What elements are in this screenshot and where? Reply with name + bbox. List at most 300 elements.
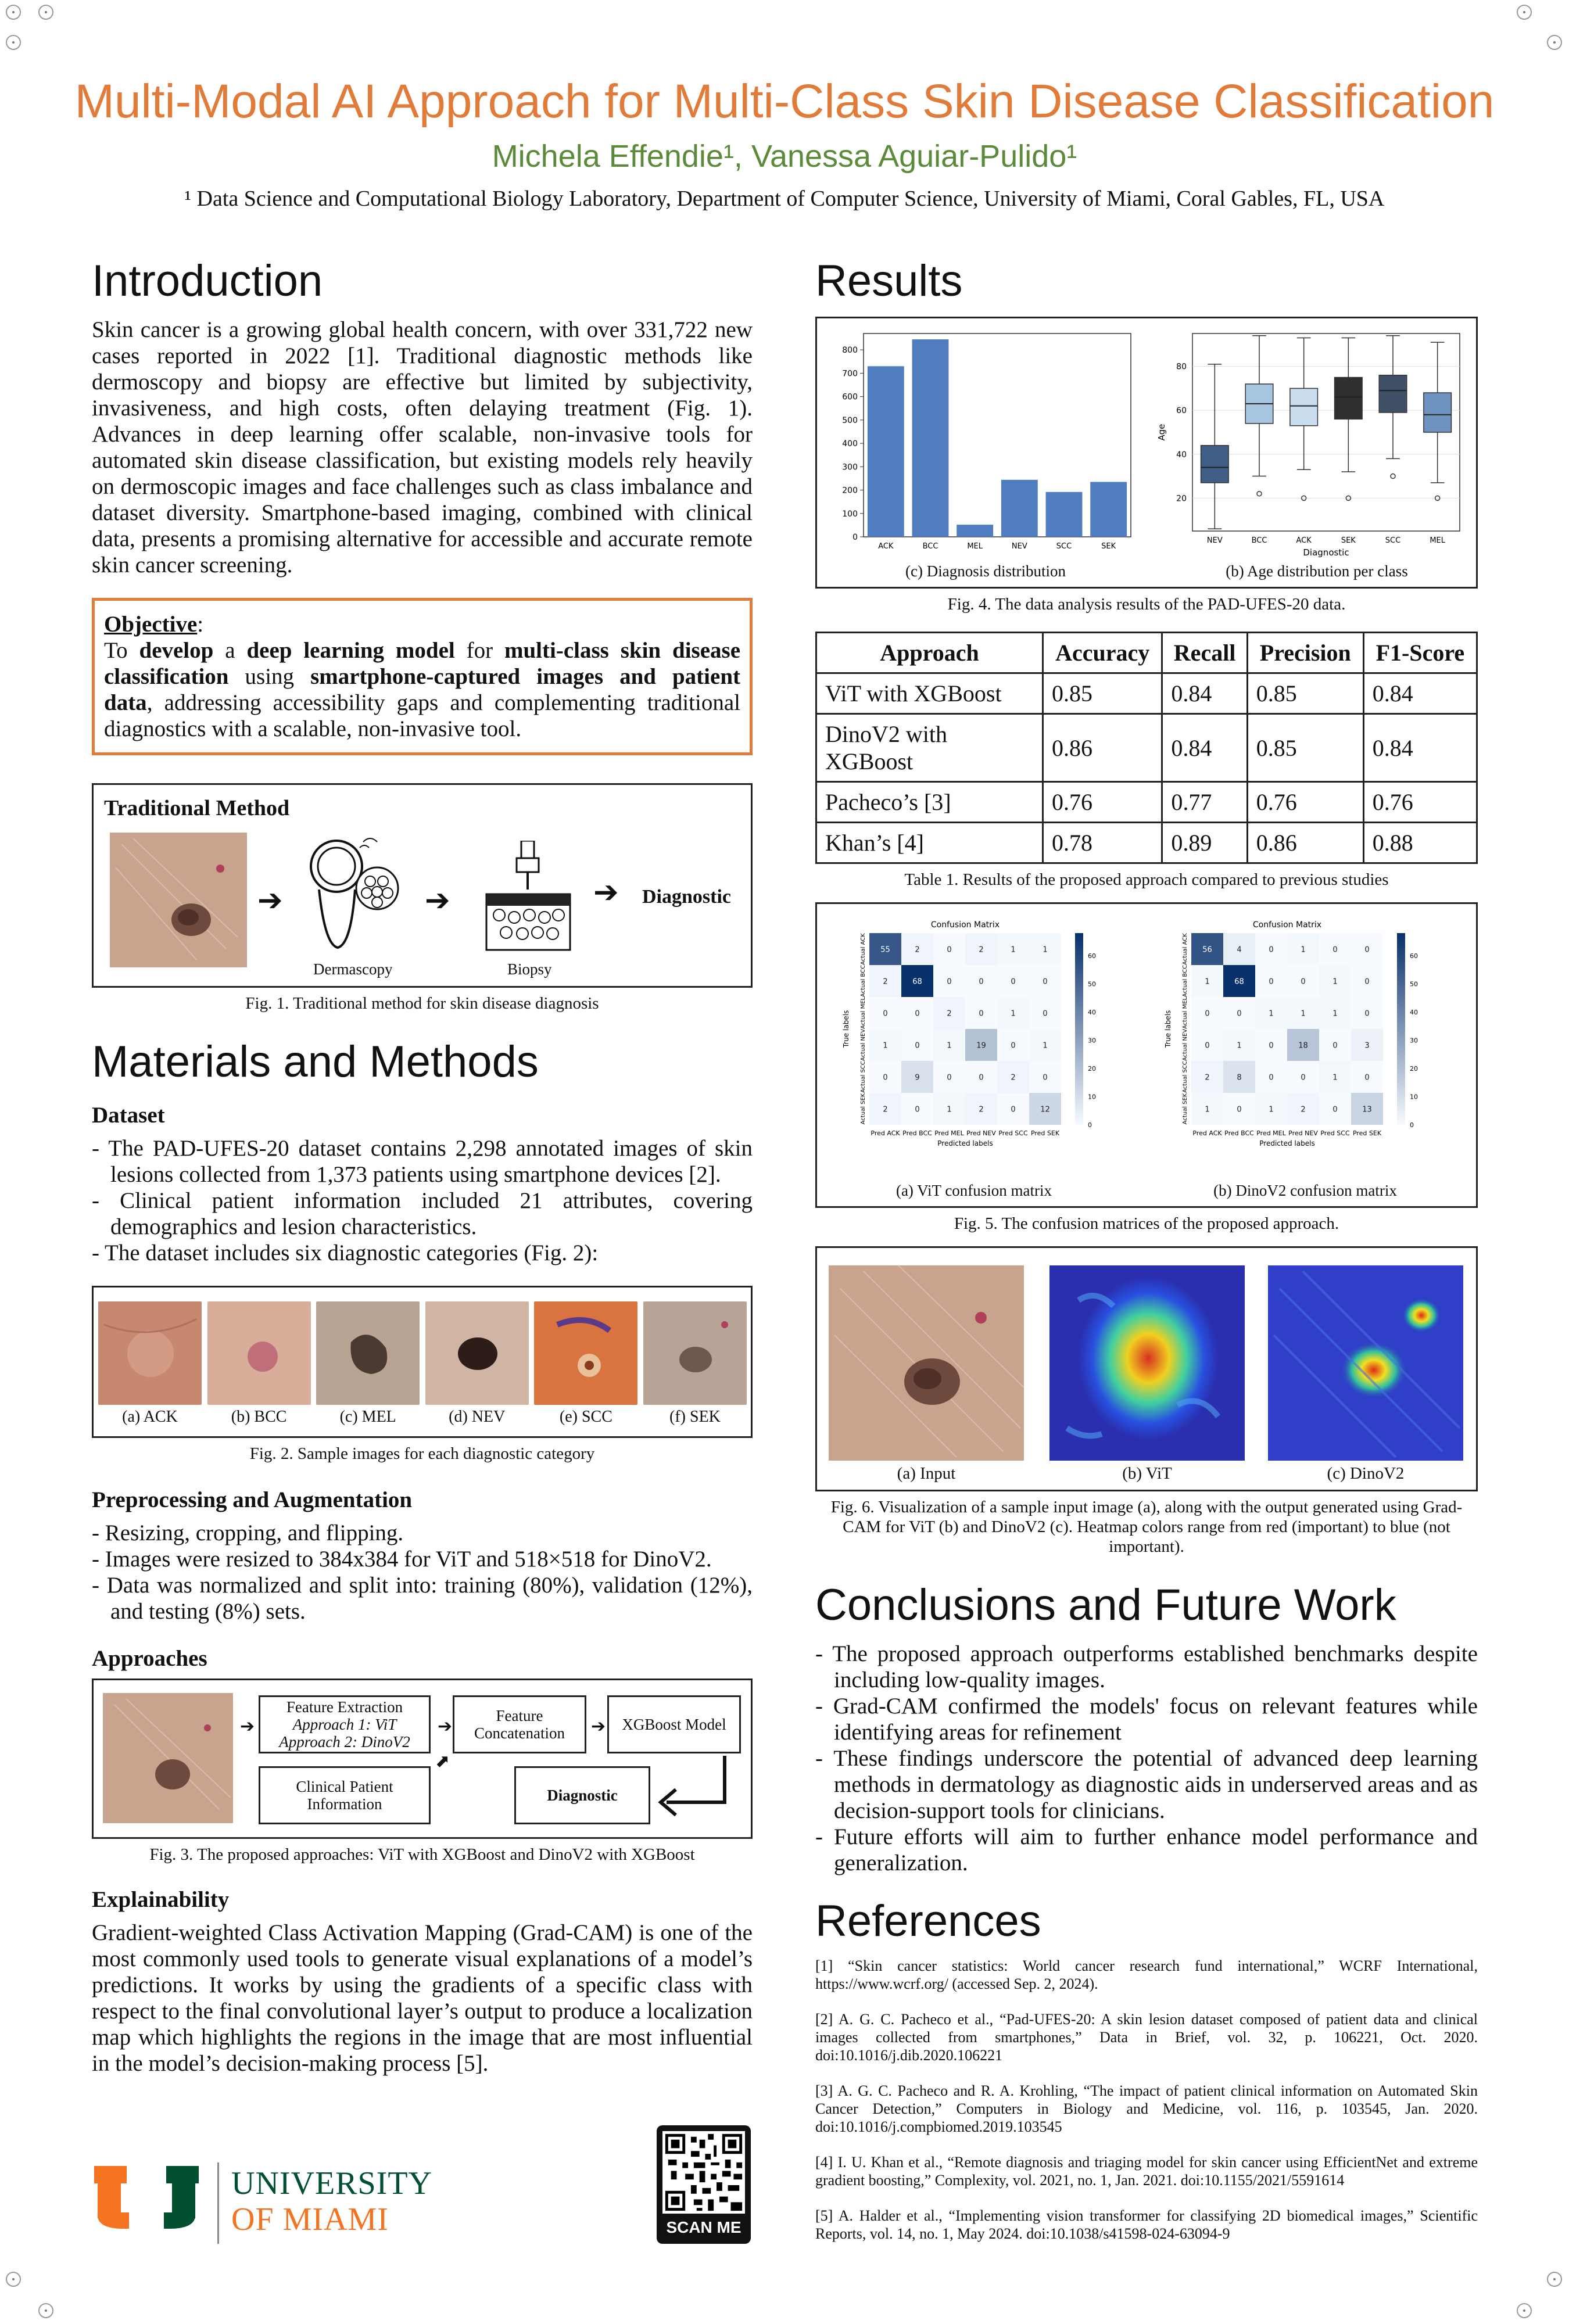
poster-affiliation: ¹ Data Science and Computational Biology Laboratory, Department of Computer Science, University of Miami, Coral Gables, FL, USA: [184, 187, 1385, 211]
gradcam-input-image: [829, 1265, 1024, 1461]
table-cell: Pacheco’s [3]: [816, 782, 1043, 823]
cm-x-tick-label: Pred ACK: [1192, 1129, 1222, 1137]
dermascopy-label: Dermascopy: [313, 960, 393, 978]
table-cell: Khan’s [4]: [816, 823, 1043, 863]
objective-text: To: [104, 638, 139, 663]
logo-line2: OF MIAMI: [231, 2201, 389, 2237]
cm-cell-value: 2: [915, 945, 920, 955]
cm-cell-value: 0: [1011, 1041, 1016, 1050]
cm-cell-value: 4: [1237, 945, 1242, 955]
fig3-caption: Fig. 3. The proposed approaches: ViT with XGBoost and DinoV2 with XGBoost: [149, 1845, 695, 1864]
cm-cell-value: 9: [915, 1073, 920, 1082]
x-tick-label: ACK: [878, 542, 894, 551]
cm-cell-value: 1: [1205, 1105, 1210, 1114]
x-tick-label: BCC: [922, 542, 938, 551]
cm-cell-value: 1: [1205, 977, 1210, 987]
cm-colorbar-label: 30: [1410, 1037, 1418, 1045]
sample-label: (a) ACK: [122, 1408, 178, 1426]
sample-scc: [534, 1301, 637, 1426]
cm-cell-value: 56: [1202, 945, 1212, 955]
cm-y-tick-label: Actual SEK: [860, 1093, 866, 1125]
sample-image-mel: [316, 1301, 420, 1405]
y-tick-label: 40: [1176, 450, 1187, 460]
box: [1379, 375, 1407, 413]
x-tick-label: SEK: [1341, 536, 1356, 545]
sample-label: (e) SCC: [559, 1408, 612, 1426]
cm-y-tick-label: Actual SCC: [860, 1061, 866, 1093]
cm-cell-value: 0: [1332, 945, 1338, 955]
bar: [912, 339, 949, 537]
dinov2-confusion-matrix: [1151, 916, 1459, 1177]
dataset-list: [92, 1135, 753, 1266]
cm-colorbar-label: 20: [1410, 1064, 1418, 1073]
table-cell: 0.84: [1162, 673, 1247, 714]
list-item: - The dataset includes six diagnostic categories (Fig. 2):: [92, 1240, 753, 1266]
y-tick-label: 600: [842, 392, 858, 402]
approaches-heading: Approaches: [92, 1646, 207, 1671]
arrow-right-icon: ➔: [425, 884, 450, 917]
dataset-heading: Dataset: [92, 1103, 165, 1128]
fig6-caption: Fig. 6. Visualization of a sample input image (a), along with the output generated using Grad-CAM for ViT (b) and DinoV2 (c). Heatmap colors range from red (important) to blue (not important).: [830, 1498, 1463, 1556]
fig6-label-a: (a) Input: [897, 1464, 956, 1483]
box: [1424, 393, 1452, 432]
bar: [1090, 482, 1127, 537]
objective-bold: deep learning model: [246, 638, 455, 663]
fig4b-caption: (b) Age distribution per class: [1226, 562, 1408, 580]
x-tick-label: BCC: [1251, 536, 1267, 545]
cm-y-tick-label: Actual MEL: [1182, 996, 1188, 1030]
cm-cell-value: 0: [947, 1073, 952, 1082]
explain-text: Gradient-weighted Class Activation Mapping (Grad-CAM) is one of the most commonly used tools to generate visual explanations of a model’s predictions. It works by using the gradients of a specific class with respect to the final convolutional layer’s output to produce a localization map which highlights the regions in the image that are most influential in the model’s decision-making process [5].: [92, 1920, 753, 2076]
results-table: [815, 632, 1478, 864]
cm-cell-value: 1: [1332, 977, 1338, 987]
x-tick-label: SEK: [1101, 542, 1116, 551]
cm-cell-value: 0: [1011, 977, 1016, 987]
sample-sek: [643, 1301, 747, 1426]
table-cell: 0.76: [1043, 782, 1162, 823]
cm-x-tick-label: Pred ACK: [871, 1129, 900, 1137]
figure-approaches: [92, 1679, 753, 1839]
cm-cell-value: 0: [1364, 977, 1370, 987]
reference-item: [5] A. Halder et al., “Implementing vision transformer for classifying 2D biomedical images,” Scientific Reports, vol. 14, no. 1, May 2024. doi:10.1038/s41598-024-63094-9: [815, 2207, 1478, 2242]
cm-x-tick-label: Pred SEK: [1030, 1129, 1060, 1137]
table-cell: 0.85: [1247, 673, 1363, 714]
arrow-right-icon: ➔: [438, 1717, 453, 1736]
table-row: [816, 782, 1477, 823]
cm-cell-value: 1: [1301, 1009, 1306, 1018]
cm-cell-value: 68: [1234, 977, 1244, 987]
cm-y-tick-label: Actual SEK: [1182, 1093, 1188, 1125]
y-tick-label: 500: [842, 415, 858, 425]
table-cell: 0.89: [1162, 823, 1247, 863]
y-tick-label: 20: [1176, 494, 1187, 504]
university-logo: [94, 2157, 466, 2244]
table-row: [816, 823, 1477, 863]
x-tick-label: MEL: [967, 542, 983, 551]
cm-cell-value: 0: [1269, 1041, 1274, 1050]
box: [1290, 388, 1318, 425]
list-item: - Resizing, cropping, and flipping.: [92, 1520, 753, 1546]
intro-heading: Introduction: [92, 256, 323, 306]
y-tick-label: 60: [1176, 406, 1187, 416]
list-item: - Future efforts will aim to further enhance model performance and generalization.: [815, 1824, 1478, 1876]
cm-y-tick-label: Actual ACK: [1182, 933, 1188, 965]
x-tick-label: MEL: [1430, 536, 1446, 545]
cm-colorbar-label: 50: [1088, 980, 1096, 988]
list-item: - Data was normalized and split into: training (80%), validation (12%), and testing (8%) sets.: [92, 1572, 753, 1624]
poster-authors: Michela Effendie¹, Vanessa Aguiar-Pulido¹: [492, 139, 1077, 174]
y-tick-label: 0: [852, 533, 858, 542]
sample-nev: [425, 1301, 529, 1426]
y-tick-label: 400: [842, 439, 858, 449]
cm-cell-value: 1: [1332, 1009, 1338, 1018]
objective-bold: multi-class skin disease classification: [104, 638, 741, 689]
table-cell: 0.84: [1162, 714, 1247, 782]
cm-title: Confusion Matrix: [930, 920, 1000, 930]
table-cell: 0.84: [1363, 714, 1477, 782]
table-header: Approach: [816, 633, 1043, 673]
bar: [1001, 480, 1038, 537]
sample-label: (d) NEV: [449, 1408, 506, 1426]
cm-y-tick-label: Actual BCC: [860, 964, 866, 998]
cm-x-tick-label: Pred BCC: [902, 1129, 932, 1137]
fig6-label-b: (b) ViT: [1122, 1464, 1172, 1483]
sample-image-ack: [98, 1301, 202, 1405]
cm-cell-value: 1: [883, 1041, 888, 1050]
objective-label: Objective: [104, 612, 198, 637]
cm-cell-value: 68: [912, 977, 922, 987]
y-tick-label: 700: [842, 369, 858, 379]
y-tick-label: 80: [1176, 362, 1187, 372]
table-cell: DinoV2 with XGBoost: [816, 714, 1043, 782]
figure-traditional-method: [92, 783, 753, 988]
table-row: [816, 673, 1477, 714]
qr-code[interactable]: [657, 2125, 751, 2244]
cm-colorbar-label: 10: [1088, 1093, 1096, 1101]
registration-mark: [38, 5, 53, 20]
qr-code-icon: [662, 2131, 745, 2214]
feature-extraction-box: [259, 1695, 431, 1753]
approach-2-label: Approach 2: DinoV2: [279, 1733, 410, 1751]
x-axis-label: Diagnostic: [1303, 547, 1349, 558]
explain-heading: Explainability: [92, 1887, 230, 1912]
registration-mark: [1517, 5, 1532, 20]
results-heading: Results: [815, 256, 963, 306]
cm-cell-value: 0: [1205, 1009, 1210, 1018]
cm-cell-value: 55: [880, 945, 890, 955]
logo-line1: UNIVERSITY: [231, 2165, 432, 2201]
bar: [1046, 492, 1083, 537]
registration-mark: [38, 2303, 53, 2318]
registration-mark: [1517, 2303, 1532, 2318]
cm-cell-value: 0: [1269, 1073, 1274, 1082]
list-item: - These findings underscore the potential of advanced deep learning methods in dermatology as diagnostic aids in underserved areas and as decision-support tools for clinicians.: [815, 1745, 1478, 1824]
diagnosis-distribution-chart: [829, 328, 1142, 560]
table-header: Accuracy: [1043, 633, 1162, 673]
feature-concatenation-label: Feature Concatenation: [474, 1707, 565, 1742]
dermascope-icon: [302, 837, 406, 953]
gradcam-dinov2-heatmap: [1268, 1265, 1463, 1461]
fig6-label-c: (c) DinoV2: [1327, 1464, 1405, 1483]
diagnostic-box: [514, 1766, 650, 1824]
cm-cell-value: 0: [915, 1105, 920, 1114]
cm-cell-value: 2: [979, 945, 984, 955]
cm-x-axis-label: Predicted labels: [1259, 1139, 1315, 1147]
cm-x-tick-label: Pred NEV: [1288, 1129, 1318, 1137]
cm-colorbar-label: 60: [1088, 952, 1096, 960]
clinical-info-box: [259, 1766, 431, 1824]
xgboost-box: [607, 1695, 741, 1753]
list-item: - Grad-CAM confirmed the models' focus on relevant features while identifying areas for refinement: [815, 1693, 1478, 1745]
cm-cell-value: 13: [1362, 1105, 1372, 1114]
cm-cell-value: 1: [1237, 1041, 1242, 1050]
table1-caption: Table 1. Results of the proposed approach compared to previous studies: [904, 870, 1389, 889]
cm-cell-value: 2: [883, 1105, 888, 1114]
cm-cell-value: 2: [1205, 1073, 1210, 1082]
x-tick-label: SCC: [1056, 542, 1072, 551]
table-cell: 0.77: [1162, 782, 1247, 823]
cm-colorbar-label: 20: [1088, 1064, 1096, 1073]
table-cell: 0.85: [1247, 714, 1363, 782]
cm-cell-value: 0: [979, 1009, 984, 1018]
cm-y-axis-label: True labels: [842, 1010, 850, 1048]
cm-cell-value: 0: [915, 1041, 920, 1050]
list-item: - Clinical patient information included 21 attributes, covering demographics and lesion characteristics.: [92, 1188, 753, 1240]
sample-image-bcc: [207, 1301, 311, 1405]
cm-cell-value: 0: [1011, 1105, 1016, 1114]
table-cell: 0.84: [1363, 673, 1477, 714]
box: [1335, 378, 1363, 419]
references-heading: References: [815, 1896, 1041, 1946]
cm-cell-value: 0: [979, 1073, 984, 1082]
sample-ack: [98, 1301, 202, 1426]
biopsy-icon: [482, 841, 575, 957]
cm-cell-value: 1: [1043, 945, 1048, 955]
registration-mark: [6, 35, 21, 50]
cm-cell-value: 0: [1269, 977, 1274, 987]
cm-x-axis-label: Predicted labels: [937, 1139, 993, 1147]
objective-bold: smartphone-captured images and patient data: [104, 664, 740, 715]
cm-colorbar: [1075, 933, 1083, 1125]
cm-a-caption: (a) ViT confusion matrix: [895, 1182, 1052, 1199]
cm-cell-value: 0: [1332, 1041, 1338, 1050]
cm-title: Confusion Matrix: [1252, 920, 1322, 930]
cm-cell-value: 0: [883, 1009, 888, 1018]
box: [1201, 446, 1229, 483]
registration-mark: [6, 5, 21, 20]
arrow-right-icon: ➔: [591, 1717, 606, 1736]
reference-item: [4] I. U. Khan et al., “Remote diagnosis and triaging model for skin cancer using EfficientNet and extreme gradient boosting,” Complexity, vol. 2021, no. 1, Jan. 2021. doi:10.1155/2021/5591614: [815, 2154, 1478, 2189]
table-row: [816, 714, 1477, 782]
cm-cell-value: 0: [1364, 945, 1370, 955]
table-cell: 0.76: [1247, 782, 1363, 823]
y-axis-label: Age: [1156, 424, 1167, 441]
bar: [868, 366, 904, 537]
prep-list: [92, 1520, 753, 1624]
list-item: - The proposed approach outperforms established benchmarks despite including low-quality images.: [815, 1641, 1478, 1693]
input-photo: [103, 1693, 233, 1823]
x-tick-label: NEV: [1011, 542, 1027, 551]
x-tick-label: SCC: [1385, 536, 1401, 545]
cm-colorbar-label: 30: [1088, 1037, 1096, 1045]
reference-item: [3] A. G. C. Pacheco and R. A. Krohling, “The impact of patient clinical information on Automated Skin Cancer Detection,” Computers in Biology and Medicine, vol. 116, p. 103545, Jan. 2020. doi:10.1016/j.compbiomed.2019.103545: [815, 2082, 1478, 2135]
figure-sample-images: [92, 1286, 753, 1438]
table-cell: 0.86: [1043, 714, 1162, 782]
cm-cell-value: 0: [1301, 977, 1306, 987]
cm-cell-value: 1: [1332, 1073, 1338, 1082]
cm-colorbar-label: 40: [1088, 1008, 1096, 1016]
table-header-row: [816, 633, 1477, 673]
cm-colorbar-label: 0: [1088, 1121, 1092, 1129]
biopsy-label: Biopsy: [507, 960, 552, 978]
table-cell: 0.78: [1043, 823, 1162, 863]
sample-label: (c) MEL: [339, 1408, 396, 1426]
cm-cell-value: 19: [976, 1041, 986, 1050]
cm-cell-value: 0: [947, 945, 952, 955]
logo-divider: [217, 2162, 219, 2244]
gradcam-vit-heatmap: [1049, 1265, 1245, 1461]
cm-colorbar-label: 10: [1410, 1093, 1418, 1101]
fig5-caption: Fig. 5. The confusion matrices of the proposed approach.: [954, 1214, 1339, 1233]
sample-image-nev: [425, 1301, 529, 1405]
sample-label: (f) SEK: [669, 1408, 721, 1426]
cm-cell-value: 12: [1040, 1105, 1050, 1114]
poster-title: Multi-Modal AI Approach for Multi-Class Skin Disease Classification: [74, 75, 1495, 128]
cm-y-tick-label: Actual BCC: [1182, 964, 1188, 998]
cm-cell-value: 2: [979, 1105, 984, 1114]
cm-x-tick-label: Pred BCC: [1224, 1129, 1254, 1137]
approach-1-label: Approach 1: ViT: [292, 1716, 397, 1733]
cm-colorbar: [1397, 933, 1405, 1125]
cm-cell-value: 0: [1364, 1073, 1370, 1082]
diagnostic-box-label: Diagnostic: [547, 1787, 618, 1804]
x-tick-label: NEV: [1206, 536, 1223, 545]
conclusions-list: [815, 1641, 1478, 1876]
cm-cell-value: 1: [1301, 945, 1306, 955]
cm-cell-value: 2: [1301, 1105, 1306, 1114]
feature-extraction-title: Feature Extraction: [286, 1698, 403, 1716]
y-tick-label: 800: [842, 346, 858, 356]
prep-heading: Preprocessing and Augmentation: [92, 1487, 413, 1512]
cm-x-tick-label: Pred SCC: [1320, 1129, 1350, 1137]
list-item: - The PAD-UFES-20 dataset contains 2,298 annotated images of skin lesions collected from 1,373 patients using smartphone devices [2].: [92, 1135, 753, 1188]
arrow-right-icon: ➔: [240, 1717, 255, 1736]
registration-mark: [1547, 2272, 1562, 2287]
cm-cell-value: 8: [1237, 1073, 1242, 1082]
sample-image-sek: [643, 1301, 747, 1405]
cm-cell-value: 1: [1269, 1009, 1274, 1018]
table-header: Precision: [1247, 633, 1363, 673]
cm-cell-value: 0: [1043, 1073, 1048, 1082]
cm-cell-value: 1: [1011, 1009, 1016, 1018]
cm-cell-value: 2: [947, 1009, 952, 1018]
cm-cell-value: 0: [1301, 1073, 1306, 1082]
methods-heading: Materials and Methods: [92, 1037, 539, 1086]
cm-y-tick-label: Actual MEL: [860, 996, 866, 1030]
objective-box: Objective: To develop a deep learning model for multi-class skin disease classification using smartphone-captured images and patient data, addressing accessibility gaps and complementing traditional diagnostics with a scalable, non-invasive tool.: [92, 598, 753, 755]
cm-cell-value: 0: [883, 1073, 888, 1082]
right-column: [815, 256, 1478, 2260]
cm-cell-value: 1: [1011, 945, 1016, 955]
cm-colorbar-label: 40: [1410, 1008, 1418, 1016]
arrow-right-icon: ➔: [257, 884, 283, 917]
sample-label: (b) BCC: [231, 1408, 287, 1426]
registration-mark: [6, 2272, 21, 2287]
objective-text: for: [454, 638, 504, 663]
cm-cell-value: 3: [1364, 1041, 1370, 1050]
cm-cell-value: 1: [947, 1041, 952, 1050]
cm-x-tick-label: Pred MEL: [934, 1129, 964, 1137]
cm-cell-value: 0: [1043, 977, 1048, 987]
conclusions-heading: Conclusions and Future Work: [815, 1580, 1396, 1630]
x-tick-label: ACK: [1296, 536, 1312, 545]
left-column: [92, 256, 753, 2076]
cm-colorbar-label: 60: [1410, 952, 1418, 960]
cm-x-tick-label: Pred MEL: [1256, 1129, 1286, 1137]
cm-cell-value: 0: [947, 977, 952, 987]
cm-cell-value: 0: [1364, 1009, 1370, 1018]
lesion-photo: [110, 833, 247, 967]
sample-mel: [316, 1301, 420, 1426]
registration-mark: [1547, 35, 1562, 50]
cm-cell-value: 0: [915, 1009, 920, 1018]
diagnostic-label: Diagnostic: [642, 886, 731, 908]
table-header: F1-Score: [1363, 633, 1477, 673]
table-cell: 0.88: [1363, 823, 1477, 863]
list-item: - Images were resized to 384x384 for ViT and 518×518 for DinoV2.: [92, 1546, 753, 1572]
sample-image-scc: [534, 1301, 637, 1405]
reference-item: [2] A. G. C. Pacheco et al., “Pad-UFES-20: A skin lesion dataset composed of patient data and clinical images collected from smartphones,” Data in Brief, vol. 32, p. 106221, Oct. 2020. doi:10.1016/j.dib.2020.106221: [815, 2011, 1478, 2064]
table-cell: 0.86: [1247, 823, 1363, 863]
cm-y-tick-label: Actual SCC: [1182, 1061, 1188, 1093]
cm-cell-value: 2: [883, 977, 888, 987]
cm-x-tick-label: Pred NEV: [966, 1129, 996, 1137]
cm-y-tick-label: Actual NEV: [860, 1028, 866, 1061]
intro-text: Skin cancer is a growing global health concern, with over 331,722 new cases reported in 2022 [1]. Traditional diagnostic methods like dermoscopy and biopsy are effective but limited by subjectivity, invasiveness, and high costs, often delaying treatment (Fig. 1). Advances in deep learning offer scalable, non-invasive tools for automated skin disease classification, but existing models rely heavily on dermoscopic images and face challenges such as class imbalance and dataset diversity. Smartphone-based imaging, combined with clinical data, presents a promising alternative for accessible and accurate remote skin cancer screening.: [92, 317, 753, 578]
cm-y-tick-label: Actual ACK: [860, 933, 866, 965]
cm-cell-value: 0: [1269, 945, 1274, 955]
plot-area: [1192, 333, 1460, 531]
figure-confusion-matrices: [815, 902, 1478, 1208]
sample-bcc: [207, 1301, 311, 1426]
fig4-caption: Fig. 4. The data analysis results of the PAD-UFES-20 data.: [947, 595, 1346, 614]
figure-gradcam: [815, 1246, 1478, 1491]
cm-y-axis-label: True labels: [1164, 1010, 1172, 1048]
cm-cell-value: 1: [1269, 1105, 1274, 1114]
figure-data-analysis: [815, 317, 1478, 589]
cm-y-tick-label: Actual NEV: [1182, 1028, 1188, 1061]
fig4a-caption: (c) Diagnosis distribution: [905, 562, 1066, 580]
vit-confusion-matrix: [829, 916, 1137, 1177]
cm-colorbar-label: 50: [1410, 980, 1418, 988]
cm-cell-value: 1: [947, 1105, 952, 1114]
xgboost-label: XGBoost Model: [622, 1716, 726, 1733]
objective-text: using: [228, 664, 311, 689]
feature-concatenation-box: [453, 1695, 586, 1753]
cm-cell-value: 1: [1043, 1041, 1048, 1050]
arrow-up-right-icon: ⬈: [435, 1752, 450, 1771]
fig2-caption: Fig. 2. Sample images for each diagnostic category: [249, 1444, 595, 1463]
cm-cell-value: 18: [1298, 1041, 1308, 1050]
cm-cell-value: 0: [1237, 1009, 1242, 1018]
table-header: Recall: [1162, 633, 1247, 673]
fig1-caption: Fig. 1. Traditional method for skin disease diagnosis: [245, 994, 599, 1013]
y-tick-label: 300: [842, 462, 858, 472]
cm-cell-value: 0: [1205, 1041, 1210, 1050]
cm-cell-value: 0: [1043, 1009, 1048, 1018]
table-cell: ViT with XGBoost: [816, 673, 1043, 714]
cm-b-caption: (b) DinoV2 confusion matrix: [1213, 1182, 1397, 1199]
